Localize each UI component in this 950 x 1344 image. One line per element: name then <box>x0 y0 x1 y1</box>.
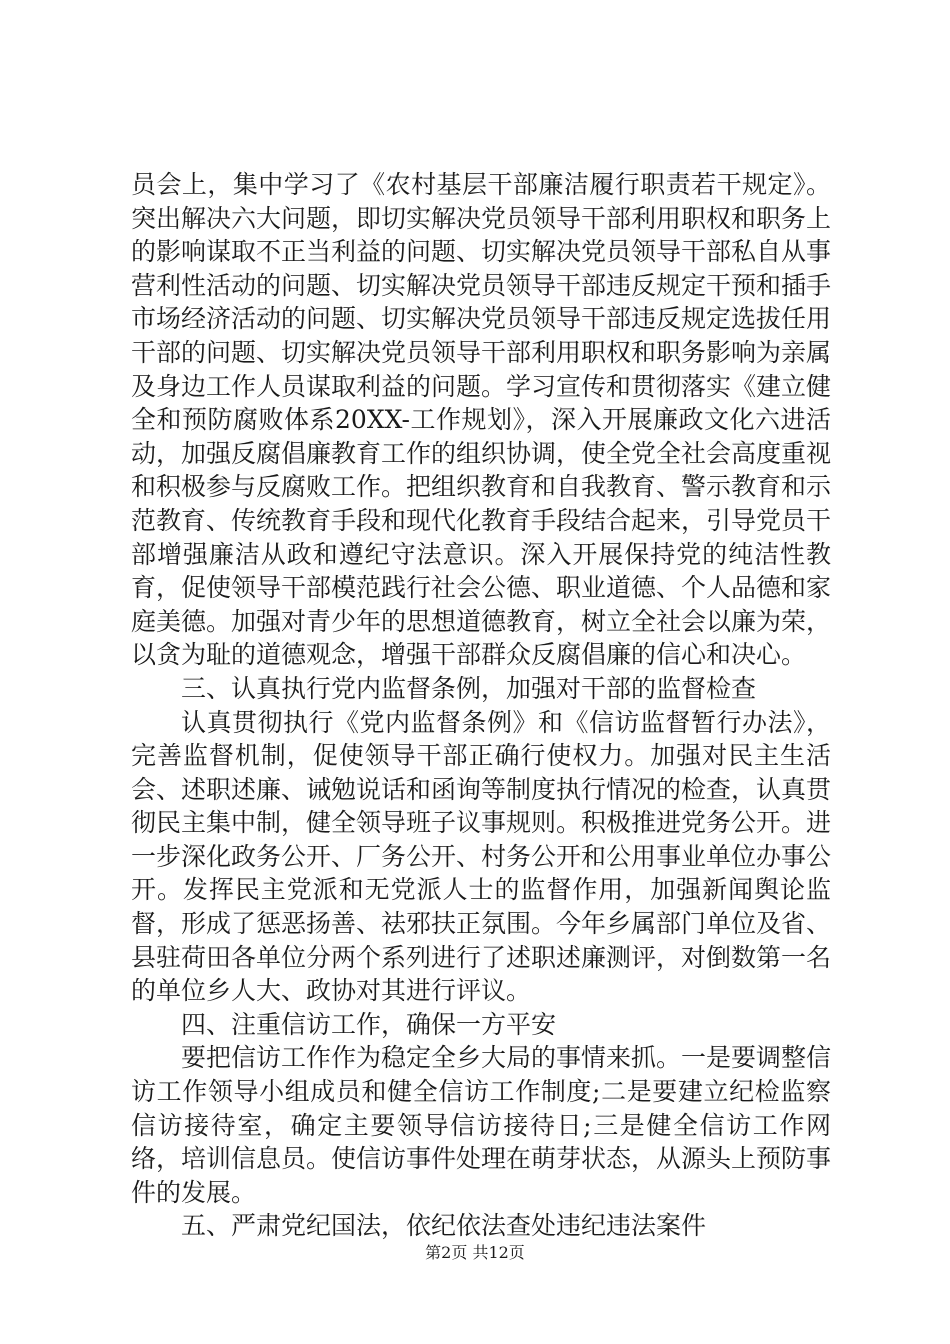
section-heading-5: 五、严肃党纪国法，依纪依法查处违纪违法案件 <box>181 1211 707 1241</box>
paragraph-continuation: 员会上，集中学习了《农村基层干部廉洁履行职责若干规定》。突出解决六大问题，即切实解决党员领导干部利用职权和职务上的影响谋取不正当利益的问题、切实解决党员领导干部私自从事营利性活动的问题、切实解决党员领导干部违反规定干预和插手市场经济活动的问题、切实解决党员领导干部违反规定选拔任用干部的问题、切实解决党员领导干部利用职权和职务影响为亲属及身边工作人员谋取利益的问题。学习宣传和贯彻落实《建立健全和预防腐败体系20XX-工作规划》，深入开展廉政文化六进活动，加强反腐倡廉教育工作的组织协调，使全党全社会高度重视和积极参与反腐败工作。把组织教育和自我教育、警示教育和示范教育、传统教育手段和现代化教育手段结合起来，引导党员干部增强廉洁从政和遵纪守法意识。深入开展保持党的纯洁性教育，促使领导干部模范践行社会公德、职业道德、个人品德和家庭美德。加强对青少年的思想道德教育，树立全社会以廉为荣，以贪为耻的道德观念，增强干部群众反腐倡廉的信心和决心。 <box>131 170 832 670</box>
page-footer: 第2页 共12页 <box>425 1243 525 1262</box>
section-heading-4: 四、注重信访工作，确保一方平安 <box>181 1009 557 1039</box>
section-heading-3: 三、认真执行党内监督条例，加强对干部的监督检查 <box>181 673 757 703</box>
document-body <box>131 168 831 1243</box>
paragraph-body: 要把信访工作作为稳定全乡大局的事情来抓。一是要调整信访工作领导小组成员和健全信访工作制度;二是要建立纪检监察信访接待室，确定主要领导信访接待日;三是健全信访工作网络，培训信息员。使信访事件处理在萌芽状态，从源头上预防事件的发展。 <box>131 1043 832 1207</box>
paragraph-body: 认真贯彻执行《党内监督条例》和《信访监督暂行办法》，完善监督机制，促使领导干部正确行使权力。加强对民主生活会、述职述廉、诫勉说话和函询等制度执行情况的检查，认真贯彻民主集中制，健全领导班子议事规则。积极推进党务公开。进一步深化政务公开、厂务公开、村务公开和公用事业单位办事公开。发挥民主党派和无党派人士的监督作用，加强新闻舆论监督，形成了惩恶扬善、祛邪扶正氛围。今年乡属部门单位及省、县驻荷田各单位分两个系列进行了述职述廉测评，对倒数第一名的单位乡人大、政协对其进行评议。 <box>131 707 832 1006</box>
